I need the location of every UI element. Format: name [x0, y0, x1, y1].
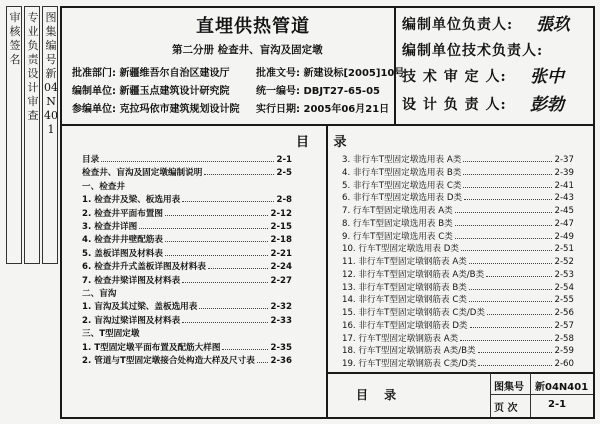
toc-entry: [82, 208, 292, 221]
toc-entry-label: 11. 非行车T型固定墩钢筋表 A类: [342, 257, 467, 267]
toc-leader-dots: [101, 161, 274, 162]
toc-leader-dots: [469, 301, 553, 302]
titleblock-v1: [490, 373, 491, 417]
approve-dept: 新疆维吾尔自治区建设厅: [119, 68, 230, 79]
toc-entry-label: 13. 非行车T型固定墩钢筋表 B类: [342, 282, 467, 293]
toc-entry: [342, 307, 574, 320]
responsible-label-3: 技 术 审 定 人:: [402, 69, 507, 85]
toc-entry-page: 2-52: [554, 257, 574, 267]
atlas-label: 图集号: [494, 382, 524, 393]
toc-entry-label: 6. 非行车T型固定墩选用表 D类: [342, 193, 463, 204]
toc-entry-label: 检查井、盲沟及固定墩编制说明: [82, 168, 203, 179]
toc-leader-dots: [204, 174, 274, 175]
toc-leader-dots: [470, 327, 553, 328]
toc-entry: [82, 181, 292, 194]
toc-leader-dots: [463, 174, 552, 175]
toc-entry-page: 2-51: [554, 244, 574, 255]
toc-entry: [342, 231, 574, 244]
toc-leader-dots: [199, 308, 268, 309]
signature-4: 彭勃: [530, 95, 564, 115]
approve-doc-label: 批准文号:: [256, 68, 300, 79]
toc-entry: [82, 288, 292, 301]
approve-dept-label: 批准部门:: [72, 68, 116, 79]
toc-entry-label: 19. 行车T型固定墩钢筋表 C类/D类: [342, 359, 477, 369]
approve-doc-row: [256, 64, 404, 79]
side-col-3: [42, 6, 58, 264]
toc-leader-dots: [460, 340, 552, 341]
toc-entry: [342, 154, 574, 167]
toc-entry-page: 2-8: [276, 195, 292, 206]
toc-entry-label: 7. 检查井梁详图及材料表: [82, 275, 181, 286]
toc-entry-page: 2-27: [270, 275, 292, 286]
toc-entry-page: 2-41: [554, 180, 574, 191]
toc-leader-dots: [165, 241, 268, 242]
toc-entry: [342, 167, 574, 180]
toc-entry: [342, 218, 574, 231]
toc-entry: [342, 333, 574, 346]
toc-entry-label: 2. 管道与T型固定墩接合处构造大样及尺寸表: [82, 356, 255, 366]
toc-entry-page: 2-49: [554, 231, 574, 242]
side-text-2: 专 业 负 责 设 计 审 查: [27, 11, 39, 122]
toc-entry-page: 2-21: [270, 248, 292, 259]
toc-entry-page: 2-45: [554, 206, 574, 216]
side-col-1: [6, 6, 22, 264]
toc-entry-page: 2-33: [270, 315, 292, 326]
toc-entry-page: 2-32: [270, 302, 292, 313]
responsible-label-2: 编制单位技术负责人:: [402, 43, 544, 59]
toc-entry-page: 2-39: [554, 167, 574, 178]
atlas-value: 新04N401: [535, 382, 589, 393]
toc-entry-label: 12. 非行车T型固定墩钢筋表 A类/B类: [342, 269, 485, 280]
toc-entry-page: 2-12: [270, 208, 292, 219]
toc-entry-label: 3. 检查井详图: [82, 222, 138, 232]
toc-leader-dots: [463, 161, 552, 162]
titleblock-v2: [530, 373, 531, 417]
toc-entry: [82, 301, 292, 314]
toc-entry-label: 8. 行车T型固定墩选用表 B类: [342, 218, 453, 229]
toc-entry-label: 5. 盖板详图及材料表: [82, 248, 163, 259]
toc-leader-dots: [165, 215, 268, 216]
participate-row: [72, 100, 239, 115]
toc-entry-label: 1. 盲沟及其过梁、盖板选用表: [82, 302, 198, 313]
toc-entry-page: 2-43: [554, 193, 574, 204]
unified-no: DBJT27-65-05: [303, 86, 380, 97]
toc-entry-label: 1. 检查井及梁、板选用表: [82, 195, 181, 206]
signature-3: 张中: [530, 67, 564, 87]
participate: 克拉玛依市建筑规划设计院: [119, 104, 240, 115]
toc-column-divider: [326, 126, 328, 373]
titleblock-h: [490, 394, 593, 395]
compile-unit: 新疆玉点建筑设计研究院: [119, 86, 230, 97]
toc-entry-label: 6. 检查井升式盖板详图及材料表: [82, 262, 206, 273]
toc-entry-page: 2-35: [270, 342, 292, 353]
toc-entry-label: 三、T型固定墩: [82, 329, 140, 340]
toc-entry: [82, 328, 292, 341]
responsible-label-1: 编制单位负责人:: [402, 17, 514, 33]
toc-entry-label: 17. 行车T型固定墩钢筋表 A类: [342, 333, 459, 344]
toc-entry: [82, 194, 292, 207]
titleblock-top: [326, 372, 593, 374]
toc-entry-label: 目录: [82, 155, 100, 165]
participate-label: 参编单位:: [72, 104, 116, 115]
toc-entry-label: 9. 行车T型固定墩选用表 C类: [342, 231, 453, 242]
toc-entry: [342, 269, 574, 282]
toc-entry-page: 2-1: [276, 155, 292, 165]
toc-leader-dots: [182, 282, 268, 283]
toc-entry-page: 2-54: [554, 282, 574, 293]
toc-entry-page: 2-56: [554, 308, 574, 318]
toc-entry-page: 2-55: [554, 295, 574, 306]
responsible-label-4: 设 计 负 责 人:: [402, 97, 507, 113]
toc-entry: [82, 261, 292, 274]
toc-leader-dots: [487, 314, 552, 315]
toc-entry: [342, 180, 574, 193]
toc-entry-page: 2-60: [554, 359, 574, 369]
toc-leader-dots: [208, 268, 269, 269]
signature-1: 張玖: [536, 15, 570, 35]
toc-entry-label: 4. 检查井井壁配筋表: [82, 235, 163, 246]
toc-leader-dots: [463, 187, 552, 188]
unified-no-row: [256, 82, 380, 97]
toc-entry: [342, 256, 574, 269]
toc-entry-label: 二、盲沟: [82, 289, 117, 299]
toc-title: 目 录: [296, 135, 357, 150]
toc-leader-dots: [469, 289, 553, 290]
toc-entry-page: 2-37: [554, 155, 574, 165]
toc-entry-page: 2-5: [276, 168, 292, 179]
toc-entry: [342, 243, 574, 256]
effective-label: 实行日期:: [256, 104, 300, 115]
approve-doc: 新建设标[2005]10号: [303, 68, 405, 79]
toc-leader-dots: [182, 322, 268, 323]
toc-entry-page: 2-57: [554, 320, 574, 331]
toc-entry-label: 2. 盲沟过梁详图及材料表: [82, 315, 181, 326]
toc-entry-page: 2-18: [270, 235, 292, 246]
toc-leader-dots: [469, 263, 553, 264]
toc-leader-dots: [478, 352, 553, 353]
toc-entry-label: 16. 非行车T型固定墩钢筋表 D类: [342, 320, 468, 331]
toc-leader-dots: [222, 349, 268, 350]
toc-entry: [342, 358, 574, 371]
toc-leader-dots: [165, 255, 268, 256]
toc-entry: [82, 315, 292, 328]
toc-leader-dots: [455, 238, 553, 239]
toc-entry-page: 2-58: [554, 333, 574, 344]
compile-unit-row: [72, 82, 229, 97]
toc-entry: [82, 342, 292, 355]
page-subtitle: 第二分册 检查井、盲沟及固定墩: [172, 44, 323, 56]
toc-entry: [342, 345, 574, 358]
toc-entry: [82, 275, 292, 288]
side-strip: [6, 6, 58, 264]
toc-entry: [342, 294, 574, 307]
toc-leader-dots: [257, 362, 269, 363]
toc-entry-label: 4. 非行车T型固定墩选用表 B类: [342, 167, 462, 178]
toc-entry: [82, 355, 292, 368]
side-text-3: 图 集 编 号 新04N401: [44, 11, 58, 136]
toc-entry: [82, 248, 292, 261]
toc-leader-dots: [455, 212, 553, 213]
unified-no-label: 统一编号:: [256, 86, 300, 97]
toc-entry-label: 7. 行车T型固定墩选用表 A类: [342, 206, 453, 216]
toc-entry-page: 2-53: [554, 269, 574, 280]
toc-leader-dots: [139, 228, 268, 229]
toc-entry-label: 14. 非行车T型固定墩钢筋表 C类: [342, 295, 467, 306]
toc-entry: [82, 167, 292, 180]
titleblock-name: 目 录: [356, 388, 403, 402]
titleblock-left: [326, 372, 328, 417]
toc-entry-label: 15. 非行车T型固定墩钢筋表 C类/D类: [342, 308, 486, 318]
toc-entry-label: 3. 非行车T型固定墩选用表 A类: [342, 155, 462, 165]
toc-entry: [82, 221, 292, 234]
toc-entry: [342, 205, 574, 218]
toc-leader-dots: [455, 225, 553, 226]
approve-dept-row: [72, 64, 229, 79]
toc-entry: [342, 192, 574, 205]
toc-entry-page: 2-24: [270, 262, 292, 273]
effective-row: [256, 100, 389, 115]
toc-entry-page: 2-36: [270, 356, 292, 366]
toc-entry-page: 2-59: [554, 346, 574, 357]
toc-leader-dots: [461, 250, 553, 251]
toc-entry: [82, 154, 292, 167]
toc-leader-dots: [486, 276, 552, 277]
compile-unit-label: 编制单位:: [72, 86, 116, 97]
toc-entry-label: 2. 检查井平面布置图: [82, 208, 163, 219]
toc-entry-label: 18. 行车T型固定墩钢筋表 A类/B类: [342, 346, 476, 357]
page-label: 页 次: [494, 403, 518, 414]
effective: 2005年06月21日: [303, 104, 390, 115]
toc-entry: [342, 320, 574, 333]
toc-entry-page: 2-47: [554, 218, 574, 229]
toc-entry-label: 1. T型固定墩平面布置及配筋大样图: [82, 342, 221, 353]
toc-entry-page: 2-15: [270, 222, 292, 232]
side-text-1: 审 核 签 名: [9, 11, 21, 66]
side-col-2: [24, 6, 40, 264]
toc-leader-dots: [182, 201, 274, 202]
page-title: 直埋供热管道: [196, 16, 310, 37]
toc-leader-dots: [478, 365, 552, 366]
toc-entry-label: 一、检查井: [82, 181, 125, 192]
toc-entry: [82, 234, 292, 247]
toc-entry: [342, 282, 574, 295]
toc-leader-dots: [464, 199, 552, 200]
toc-entry-label: 5. 非行车T型固定墩选用表 C类: [342, 180, 462, 191]
toc-entry-label: 10. 行车T型固定墩选用表 D类: [342, 244, 459, 255]
page-value: 2-1: [548, 399, 567, 410]
